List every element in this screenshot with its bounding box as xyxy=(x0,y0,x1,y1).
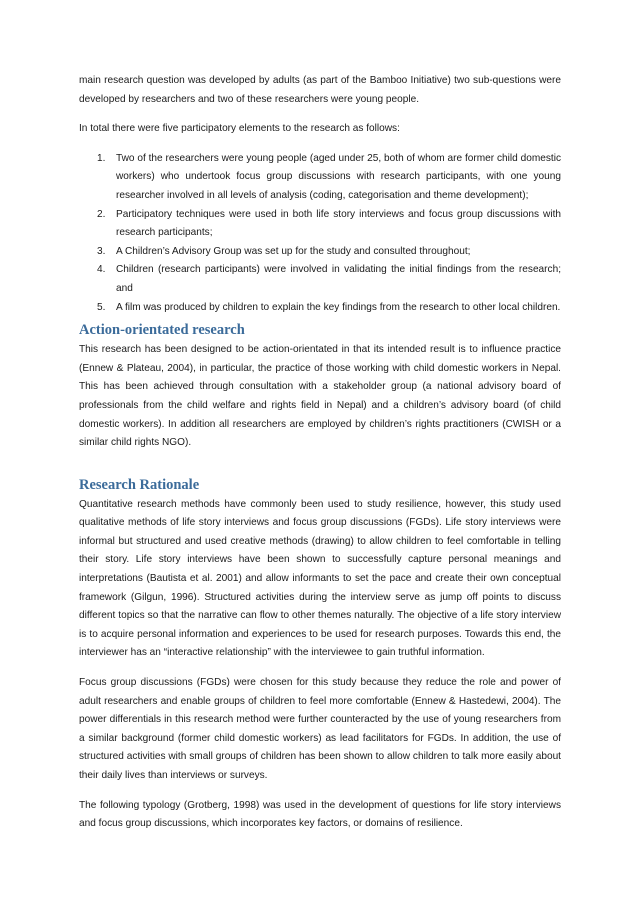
list-number: 4. xyxy=(97,264,106,276)
list-number: 1. xyxy=(97,152,106,164)
list-item-text: Participatory techniques were used in both life story interviews and focus group discussions with research participants; xyxy=(116,208,561,239)
list-item-text: A film was produced by children to explain the key findings from the research to other local children. xyxy=(116,301,561,313)
list-item-text: A Children’s Advisory Group was set up for the study and consulted throughout; xyxy=(116,245,471,257)
rationale-paragraph-3: The following typology (Grotberg, 1998) was used in the development of questions for life story interviews and focus group discussions, which incorporates key factors, or domains of resilience. xyxy=(79,799,561,830)
list-item xyxy=(79,206,561,243)
list-item xyxy=(79,150,561,206)
list-number: 5. xyxy=(97,301,106,313)
list-number: 2. xyxy=(97,208,106,220)
rationale-paragraph-2: Focus group discussions (FGDs) were chosen for this study because they reduce the role and power of adult researchers and enable groups of children to feel more comfortable (Ennew & Hastedewi, 2004). The power differentials in this research method were further counteracted by the use of young researchers from a similar background (former child domestic workers) as lead facilitators for FGDs. In addition, the use of structured activities with small groups of children has been shown to allow children to talk more easily about their daily lives than interviews or surveys. xyxy=(79,677,561,781)
document-page xyxy=(79,72,561,845)
participatory-elements-list xyxy=(79,150,561,317)
list-number: 3. xyxy=(97,245,106,257)
list-item-text: Children (research participants) were involved in validating the initial findings from the research; and xyxy=(116,264,561,294)
list-item xyxy=(79,243,561,262)
action-orientated-heading: Action-orientated research xyxy=(79,322,245,339)
list-item xyxy=(79,261,561,298)
list-item-text: Two of the researchers were young people (aged under 25, both of whom are former child domestic workers) who undertook focus group discussions with research participants, with one young researcher involved in all levels of analysis (coding, categorisation and theme development); xyxy=(116,152,561,201)
section-spacer xyxy=(79,464,561,476)
list-item xyxy=(79,299,561,318)
intro-paragraph: main research question was developed by adults (as part of the Bamboo Initiative) two sub-questions were developed by researchers and two of these researchers were young people. xyxy=(79,75,561,105)
list-intro-paragraph: In total there were five participatory elements to the research as follows: xyxy=(79,123,400,135)
research-rationale-heading: Research Rationale xyxy=(79,476,200,493)
action-orientated-paragraph: This research has been designed to be action-orientated in that its intended result is to influence practice (Ennew & Plateau, 2004), in particular, the practice of those working with child domestic workers in Nepal. This has been achieved through consultation with a stakeholder group (a national advisory board of professionals from the child welfare and rights field in Nepal) and a children’s advisory board (of child domestic workers). In addition all researchers are employed by children’s rights practitioners (CWISH or a similar child rights NGO). xyxy=(79,344,561,449)
rationale-paragraph-1: Quantitative research methods have commonly been used to study resilience, however, this study used qualitative methods of life story interviews and focus group discussions (FGDs). Life story interviews were informal but structured and used creative methods (drawing) to allow children to feel comfortable in telling their story. Life story interviews have been shown to successfully capture personal meanings and interpretations (Bautista et al. 2001) and allow informants to set the pace and create their own conceptual framework (Gilgun, 1996). Structured activities during the interview serve as jump off points to discuss different topics so that the narrative can flow to other themes naturally. The objective of a life story interview is to acquire personal information and experiences to be used for research purposes. Towards this end, the interviewer has an “interactive relationship” with the interviewee to gain truthful information. xyxy=(79,498,561,659)
